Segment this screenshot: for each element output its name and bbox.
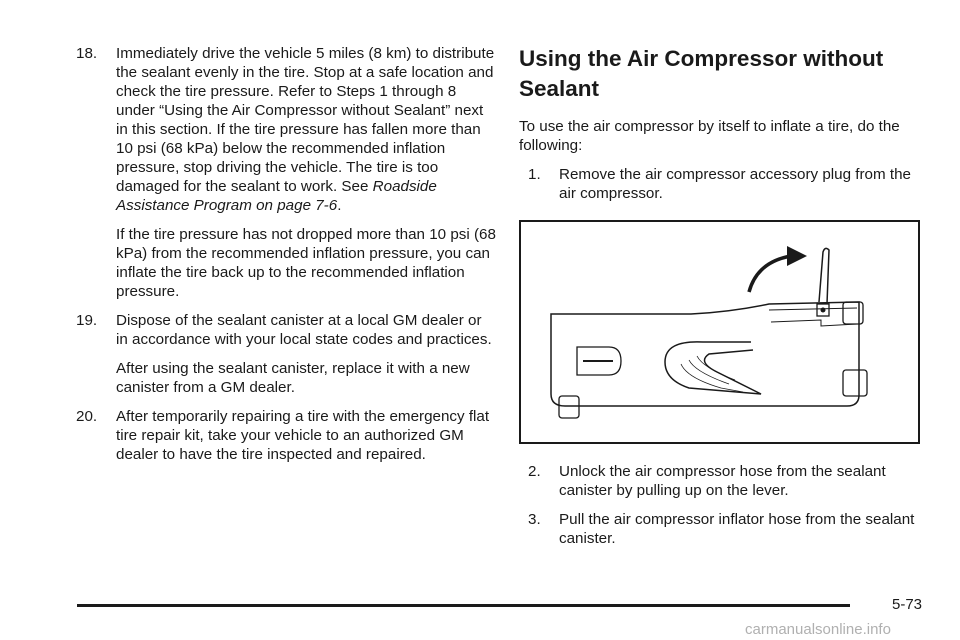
step-text: Remove the air compressor accessory plug from the air compressor. <box>559 166 911 202</box>
step-18-tail: . <box>337 197 342 214</box>
step-20-text: After temporarily repairing a tire with the emergency flat tire repair kit, take your vehicle to an authorized GM dealer to have the tire inspected and repaired. <box>116 408 490 463</box>
canister-body <box>551 302 859 406</box>
canister-rail <box>769 308 857 310</box>
step-18-note: If the tire pressure has not dropped more than 10 psi (68 kPa) from the recommended inflation pressure, you can inflate the tire back up to the recommended inflation pressure. <box>116 226 496 300</box>
hose-channel-inner <box>697 356 735 380</box>
cross-reference-link[interactable]: Roadside Assistance Program on page 7-6 <box>116 178 437 214</box>
lever-pin <box>821 308 826 313</box>
hose-channel-inner <box>689 360 729 384</box>
step-number: 2. <box>528 463 541 480</box>
step-number: 19. <box>76 312 98 329</box>
right-step-1 <box>528 165 924 203</box>
section-heading: Using the Air Compressor without Sealant <box>519 46 884 101</box>
pull-arrow-head <box>787 246 807 266</box>
section-intro: To use the air compressor by itself to inflate a tire, do the following: <box>519 118 900 154</box>
pull-arrow <box>749 256 791 292</box>
step-number: 18. <box>76 45 98 62</box>
step-18 <box>76 44 496 301</box>
compressor-drawing <box>521 222 918 442</box>
step-number: 20. <box>76 408 98 425</box>
step-text <box>116 44 496 215</box>
corner-pad <box>843 302 863 324</box>
release-lever <box>819 248 829 304</box>
right-step-2 <box>528 462 924 500</box>
step-19 <box>76 311 496 397</box>
step-20 <box>76 407 496 464</box>
step-18-text: Immediately drive the vehicle 5 miles (8 km) to distribute the sealant evenly in the tire. Stop at a safe location and check the tire pressure. Refer to Steps 1 through 8 under “Using the Air Compressor without Sealant” next in this section. If the tire pressure has fallen more than 10 psi (68 kPa) below the recommended inflation pressure, stop driving the vehicle. The tire is too damaged for the sealant to work. See <box>116 45 495 195</box>
corner-pad <box>843 370 867 396</box>
step-19-text: Dispose of the sealant canister at a local GM dealer or in accordance with your local state codes and practices. <box>116 312 492 348</box>
footer-rule <box>77 604 850 607</box>
corner-pad <box>559 396 579 418</box>
step-text: Pull the air compressor inflator hose from the sealant canister. <box>559 511 915 547</box>
step-19-note: After using the sealant canister, replace it with a new canister from a GM dealer. <box>116 360 470 396</box>
right-column <box>519 44 924 548</box>
watermark: carmanualsonline.info <box>745 621 891 638</box>
hose-channel-outer <box>665 342 761 394</box>
right-step-3 <box>528 510 924 548</box>
step-number: 3. <box>528 511 541 528</box>
step-text: Unlock the air compressor hose from the sealant canister by pulling up on the lever. <box>559 463 886 499</box>
page-number: 5-73 <box>892 596 923 613</box>
step-number: 1. <box>528 166 541 183</box>
compressor-illustration <box>519 220 920 444</box>
left-column <box>76 44 496 464</box>
